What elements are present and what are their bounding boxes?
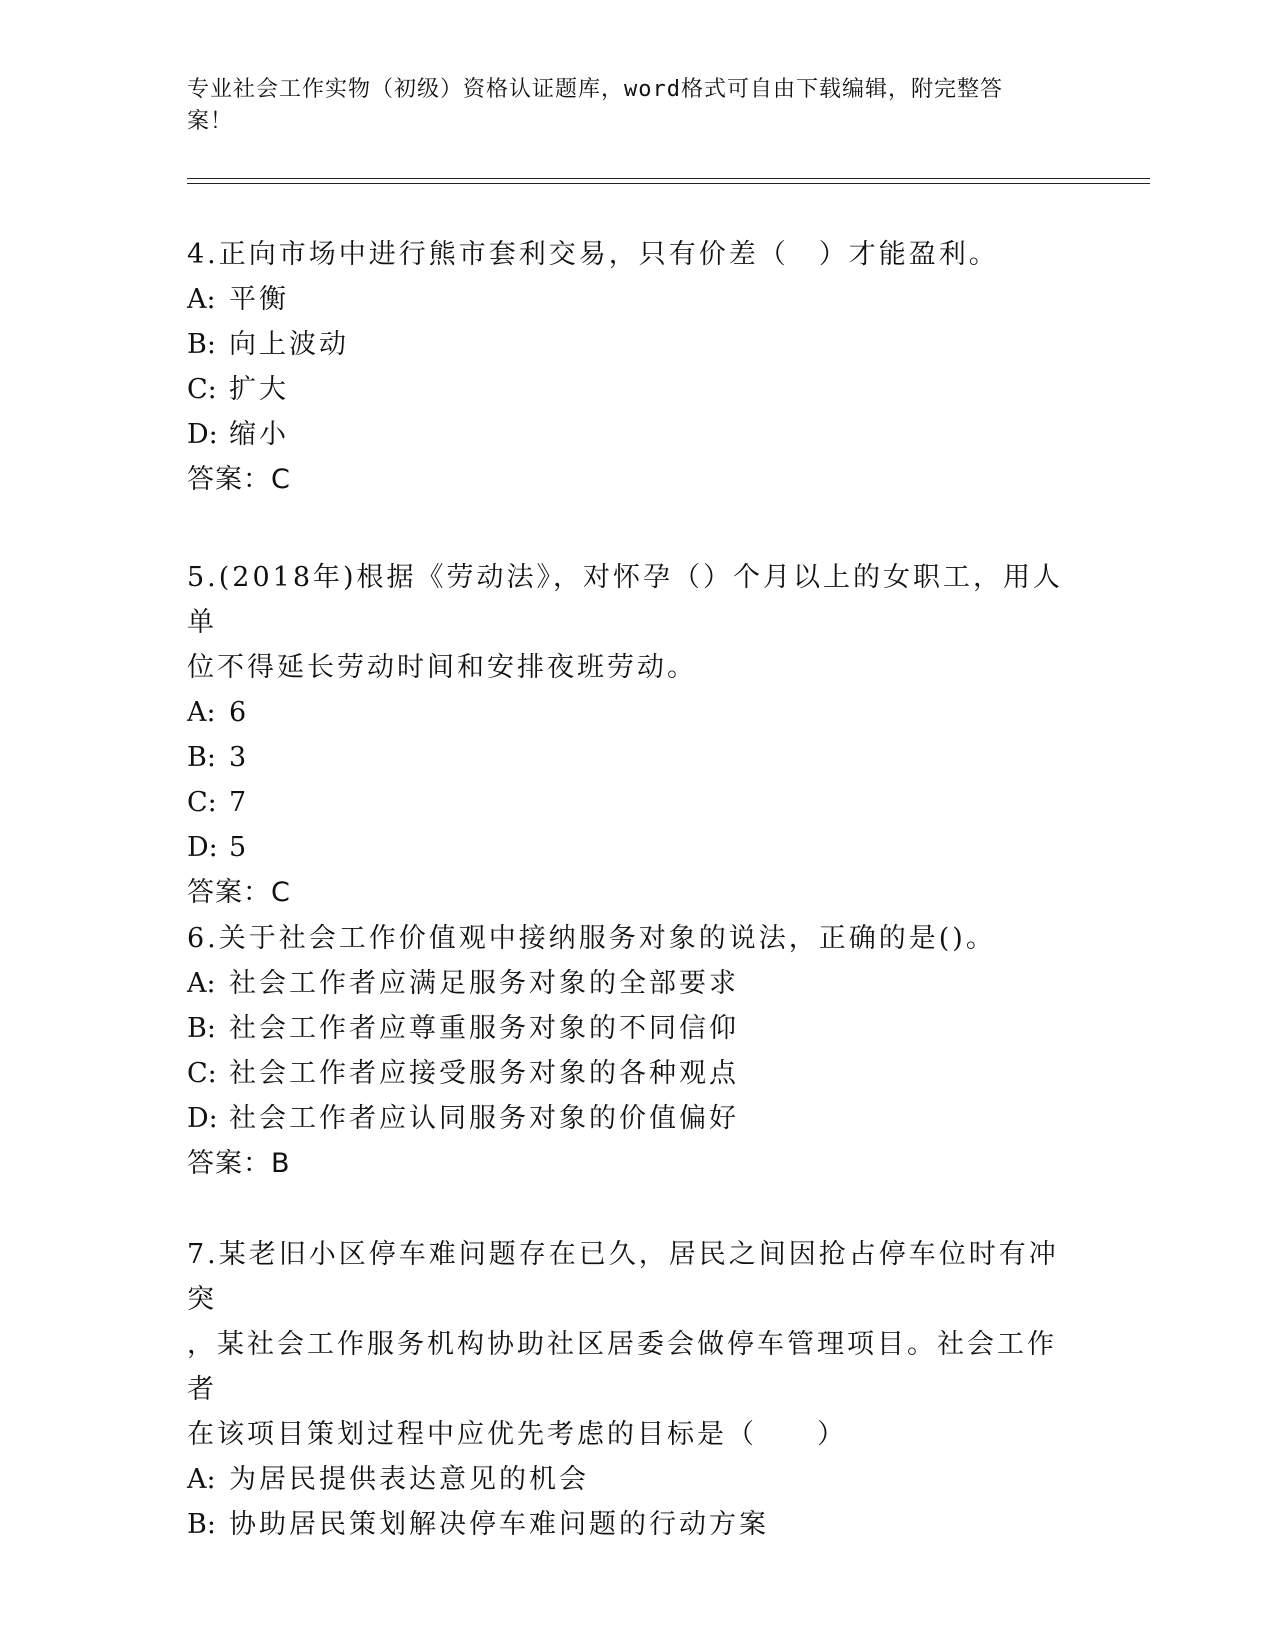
option-text: 社会工作者应尊重服务对象的不同信仰: [229, 1013, 739, 1044]
question-6: [187, 916, 1067, 1186]
option-d: [187, 825, 1067, 870]
intro-line-1: 专业社会工作实物（初级）资格认证题库，word格式可自由下载编辑，附完整答: [187, 77, 1003, 102]
option-letter: A:: [187, 697, 216, 728]
option-a: [187, 1457, 1067, 1502]
option-c: [187, 780, 1067, 825]
option-text: 7: [229, 787, 250, 818]
question-stem: 6.关于社会工作价值观中接纳服务对象的说法，正确的是()。: [187, 923, 996, 954]
answer-line: 答案：C: [187, 877, 291, 908]
question-stem: 4.正向市场中进行熊市套利交易，只有价差（ ）才能盈利。: [187, 239, 999, 270]
option-b: [187, 1006, 1067, 1051]
option-letter: A:: [187, 284, 216, 315]
option-text: 社会工作者应满足服务对象的全部要求: [229, 968, 739, 999]
option-text: 协助居民策划解决停车难问题的行动方案: [229, 1509, 769, 1540]
option-letter: D:: [187, 832, 218, 863]
answer-line: 答案：B: [187, 1148, 291, 1179]
question-5: [187, 555, 1067, 915]
option-a: [187, 690, 1067, 735]
question-stem-line-2: 位不得延长劳动时间和安排夜班劳动。: [187, 652, 697, 683]
option-b: [187, 735, 1067, 780]
answer-line: 答案：C: [187, 464, 291, 495]
question-stem-line-2: ，某社会工作服务机构协助社区居委会做停车管理项目。社会工作者: [187, 1329, 1057, 1405]
option-a: [187, 277, 1067, 322]
option-text: 社会工作者应接受服务对象的各种观点: [229, 1058, 739, 1089]
option-letter: D:: [187, 419, 218, 450]
option-c: [187, 1051, 1067, 1096]
intro-line-2: 案！: [187, 109, 234, 134]
option-b: [187, 1502, 1067, 1547]
option-letter: A:: [187, 1464, 216, 1495]
question-stem-line-1: 7.某老旧小区停车难问题存在已久，居民之间因抢占停车位时有冲突: [187, 1239, 1059, 1315]
question-4: [187, 232, 1067, 502]
question-stem-line-1: 5.(2018年)根据《劳动法》，对怀孕（）个月以上的女职工，用人单: [187, 562, 1064, 638]
option-letter: B:: [187, 329, 216, 360]
option-b: [187, 322, 1067, 367]
option-letter: B:: [187, 742, 216, 773]
document-intro: [187, 74, 1067, 138]
option-text: 为居民提供表达意见的机会: [229, 1464, 589, 1495]
header-divider-top: [187, 178, 1150, 179]
option-letter: D:: [187, 1103, 218, 1134]
question-stem-line-3: 在该项目策划过程中应优先考虑的目标是（ ）: [187, 1419, 847, 1450]
option-letter: B:: [187, 1509, 216, 1540]
option-d: [187, 412, 1067, 457]
option-letter: C:: [187, 1058, 217, 1089]
option-text: 缩小: [229, 419, 289, 450]
option-a: [187, 961, 1067, 1006]
option-text: 6: [229, 697, 250, 728]
option-letter: B:: [187, 1013, 216, 1044]
option-text: 社会工作者应认同服务对象的价值偏好: [229, 1103, 739, 1134]
question-7: [187, 1232, 1067, 1547]
header-divider-bottom: [187, 183, 1150, 184]
option-letter: C:: [187, 787, 217, 818]
option-letter: A:: [187, 968, 216, 999]
option-text: 平衡: [229, 284, 289, 315]
option-c: [187, 367, 1067, 412]
option-text: 扩大: [229, 374, 289, 405]
option-text: 5: [229, 832, 250, 863]
option-text: 向上波动: [229, 329, 349, 360]
option-letter: C:: [187, 374, 217, 405]
option-text: 3: [229, 742, 250, 773]
option-d: [187, 1096, 1067, 1141]
